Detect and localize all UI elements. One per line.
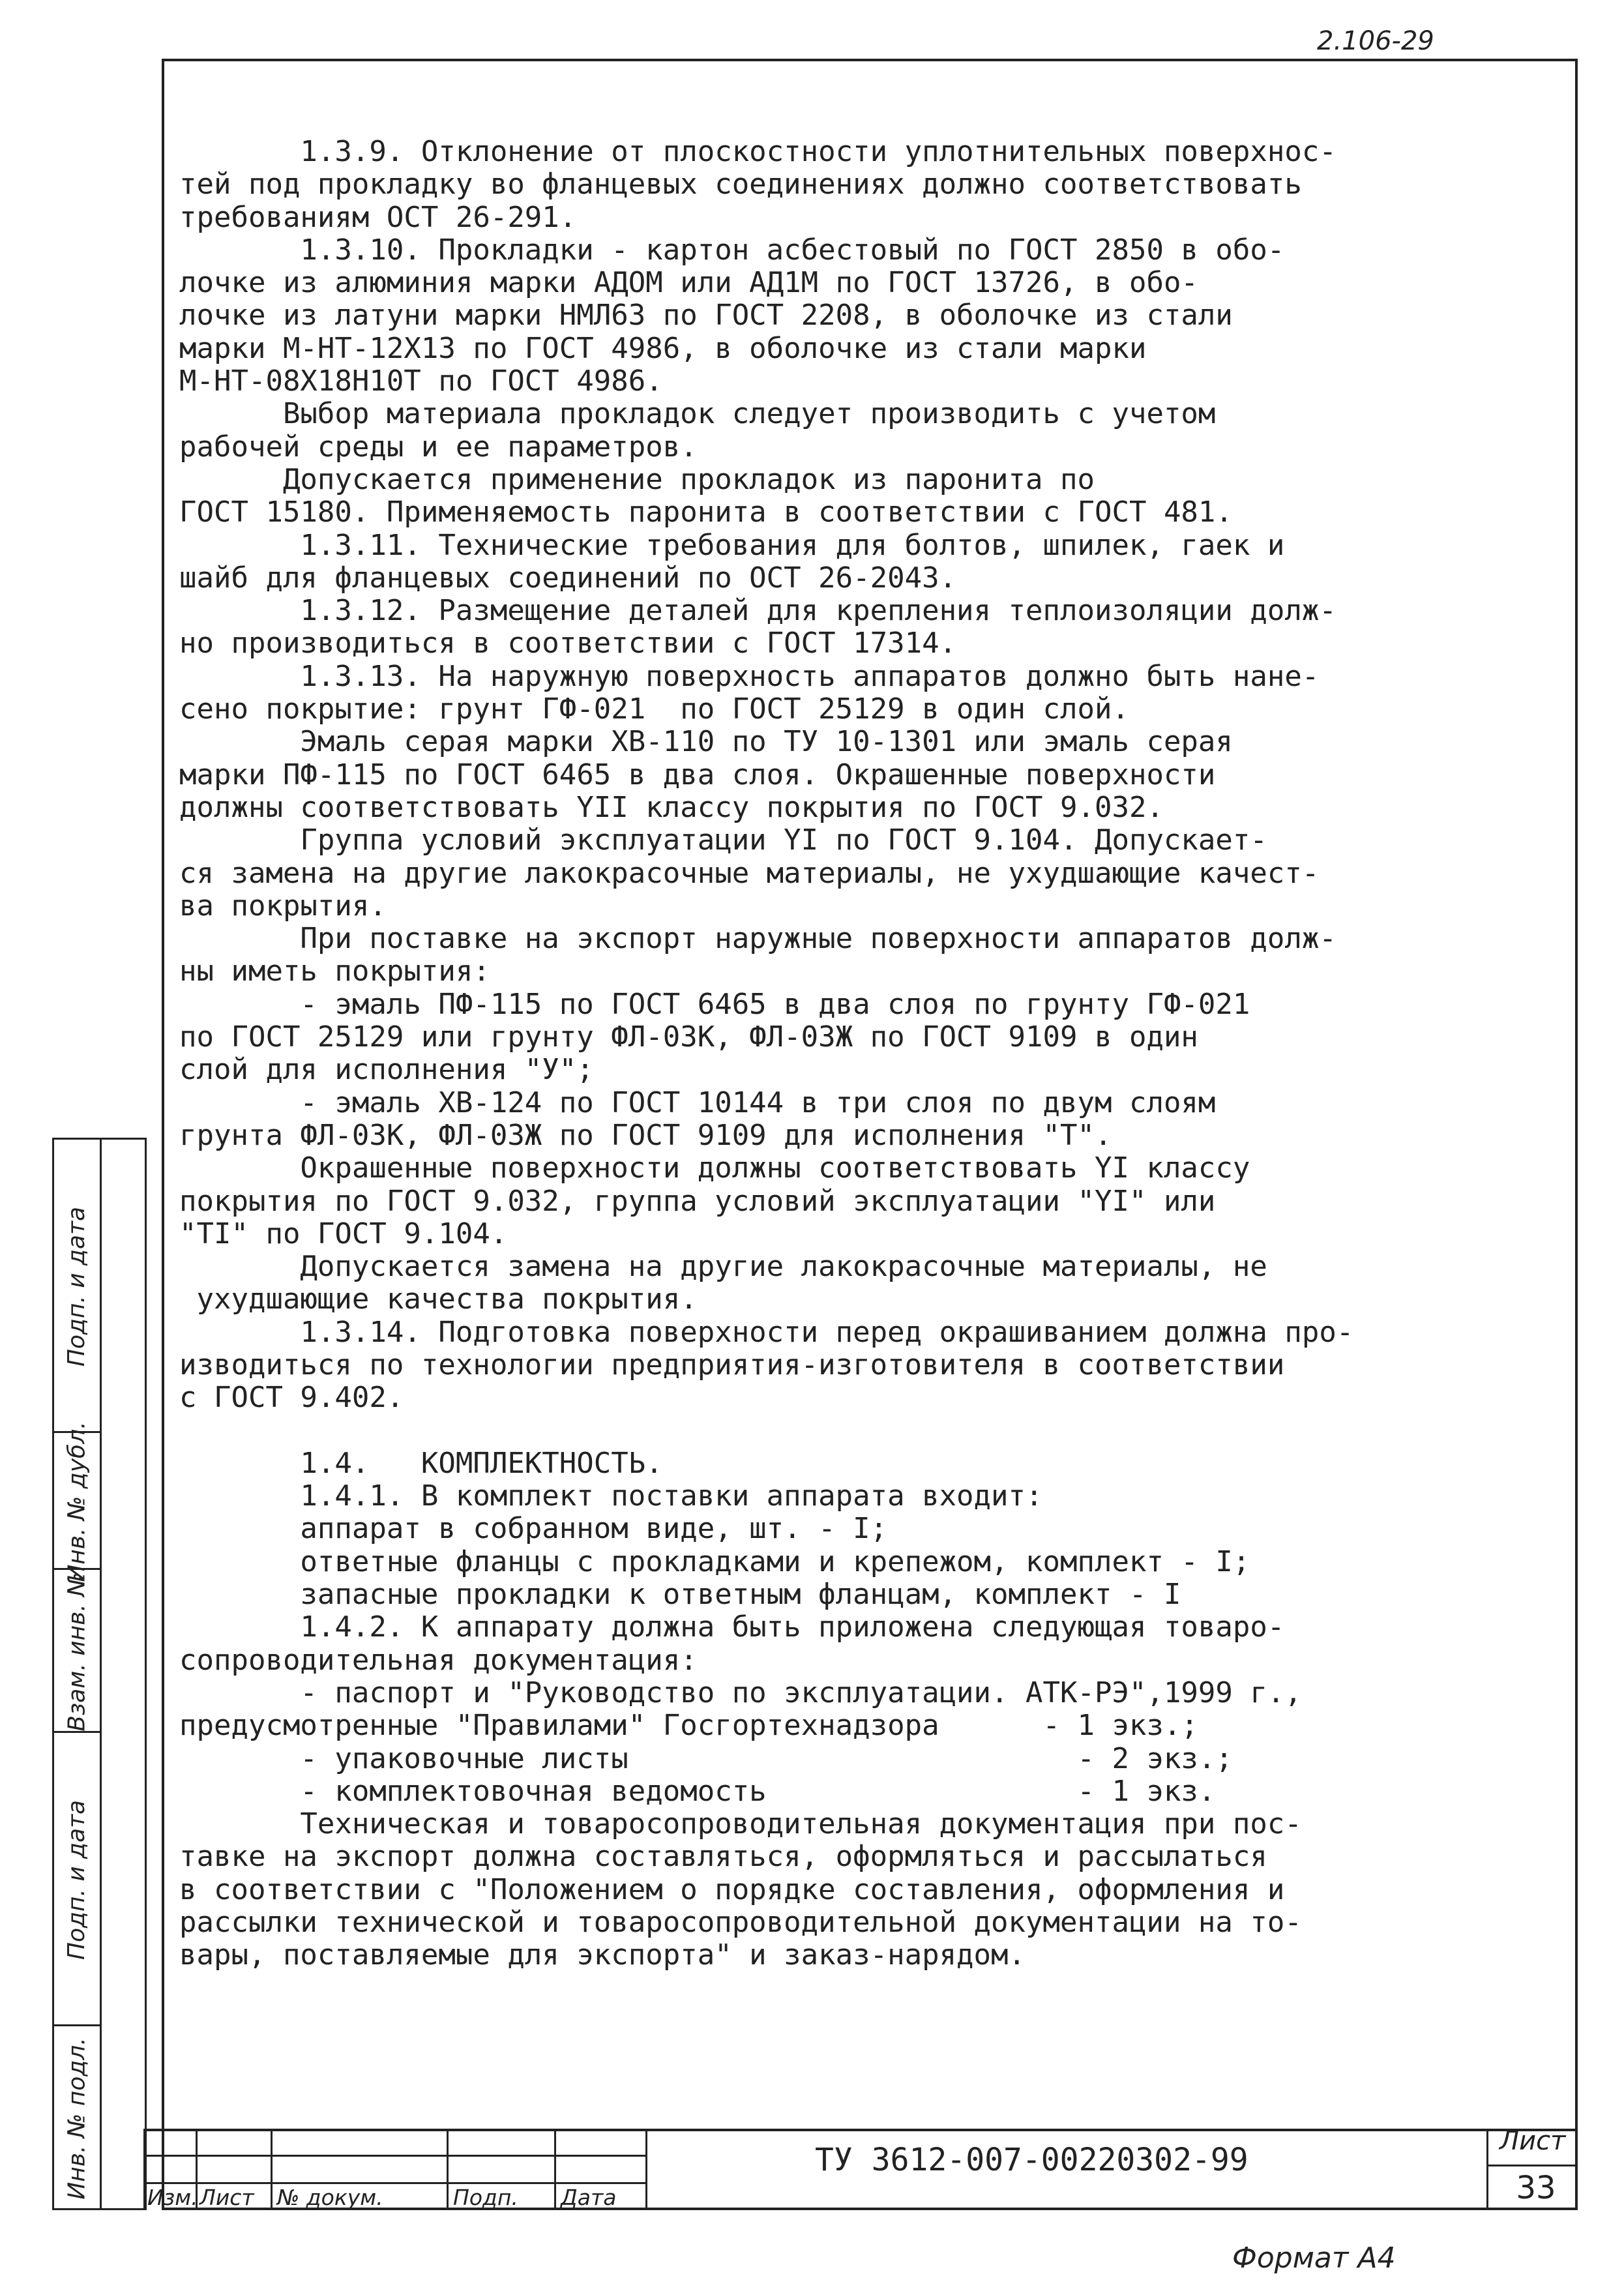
sheet-number: 33: [1516, 2170, 1556, 2206]
text-line: ответные фланцы с прокладками и крепежом, комплект - I;: [179, 1545, 1250, 1578]
text-line: Эмаль серая марки ХВ-110 по ТУ 10-1301 или эмаль серая: [179, 725, 1233, 759]
text-line: покрытия по ГОСТ 9.032, группа условий эксплуатации "YI" или: [179, 1184, 1216, 1218]
text-line: - эмаль ХВ-124 по ГОСТ 10144 в три слоя по двум слоям: [179, 1086, 1216, 1119]
text-line: тей под прокладку во фланцевых соединениях должно соответствовать: [179, 168, 1302, 201]
text-line: предусмотренные "Правилами" Госгортехнадзора - 1 экз.;: [179, 1709, 1198, 1743]
text-line: ва покрытия.: [179, 889, 387, 923]
text-line: лочке из латуни марки НМЛ63 по ГОСТ 2208, в оболочке из стали: [179, 299, 1233, 333]
text-line: аппарат в собранном виде, шт. - I;: [179, 1512, 888, 1546]
text-line: 1.4. КОМПЛЕКТНОСТЬ.: [179, 1446, 663, 1480]
text-line: 1.3.12. Размещение деталей для крепления теплоизоляции долж-: [179, 594, 1336, 628]
text-line: сено покрытие: грунт ГФ-021 по ГОСТ 25129 в один слой.: [179, 692, 1129, 726]
text-line: рассылки технической и товаросопроводительной документации на то-: [179, 1906, 1302, 1940]
text-line: - эмаль ПФ-115 по ГОСТ 6465 в два слоя по грунту ГФ-021: [179, 987, 1250, 1021]
text-line: в соответствии с "Положением о порядке составления, оформления и: [179, 1872, 1285, 1906]
text-line: 1.3.9. Отклонение от плоскостности уплотнительных поверхнос-: [179, 135, 1336, 168]
header-change: Изм.: [147, 2185, 198, 2210]
text-line: тавке на экспорт должна составляться, оформляться и рассылаться: [179, 1840, 1267, 1874]
header-sheet: Лист: [199, 2185, 254, 2210]
text-line: вары, поставляемые для экспорта" и заказ-нарядом.: [179, 1938, 1026, 1972]
text-line: сопроводительная документация:: [179, 1643, 698, 1677]
text-line: Окрашенные поверхности должны соответствовать YI классу: [179, 1151, 1250, 1185]
side-label-orig-inv: Инв. № подл.: [63, 2037, 91, 2200]
sheet-label: Лист: [1499, 2126, 1566, 2156]
header-doc-number: № докум.: [277, 2185, 383, 2210]
text-line: ся замена на другие лакокрасочные материалы, не ухудшающие качест-: [179, 856, 1320, 890]
side-label-sign-date-2: Подп. и дата: [63, 1799, 91, 1960]
side-label-sign-date-1: Подп. и дата: [63, 1206, 91, 1367]
header-signature: Подп.: [453, 2185, 518, 2210]
text-line: 1.3.14. Подготовка поверхности перед окрашиванием должна про-: [179, 1315, 1354, 1349]
side-stamp-divider: [100, 1140, 102, 2208]
text-line: Допускается замена на другие лакокрасочные материалы, не: [179, 1250, 1267, 1284]
title-block: [143, 2126, 1578, 2210]
text-line: Допускается применение прокладок из паронита по: [179, 462, 1095, 496]
text-line: ны иметь покрытия:: [179, 954, 490, 988]
side-label-repl-inv: Взам. инв. №: [63, 1571, 91, 1732]
text-line: ухудшающие качества покрытия.: [179, 1282, 698, 1316]
text-line: 1.4.1. В комплект поставки аппарата входит:: [179, 1479, 1043, 1513]
text-line: Группа условий эксплуатации YI по ГОСТ 9.104. Допускает-: [179, 823, 1267, 857]
text-line: но производиться в соответствии с ГОСТ 17314.: [179, 627, 957, 660]
text-line: с ГОСТ 9.402.: [179, 1381, 404, 1415]
text-line: запасные прокладки к ответным фланцам, комплект - I: [179, 1578, 1181, 1612]
text-line: рабочей среды и ее параметров.: [179, 430, 698, 464]
text-line: При поставке на экспорт наружные поверхности аппаратов долж-: [179, 922, 1336, 956]
text-line: Выбор материала прокладок следует производить с учетом: [179, 397, 1216, 431]
text-line: требованиям ОСТ 26-291.: [179, 200, 577, 234]
text-line: "TI" по ГОСТ 9.104.: [179, 1217, 508, 1250]
text-line: 1.3.11. Технические требования для болтов, шпилек, гаек и: [179, 528, 1285, 562]
side-stamp: [52, 1138, 147, 2210]
text-line: слой для исполнения "У";: [179, 1053, 594, 1087]
text-line: марки ПФ-115 по ГОСТ 6465 в два слоя. Окрашенные поверхности: [179, 758, 1216, 791]
document-body: [179, 136, 1568, 1972]
text-line: - комплектовочная ведомость - 1 экз.: [179, 1774, 1216, 1808]
side-label-dup-inv: Инв. № дубл.: [63, 1421, 91, 1582]
text-line: должны соответствовать YII классу покрытия по ГОСТ 9.032.: [179, 790, 1164, 824]
corner-code: 2.106-29: [1317, 26, 1434, 56]
text-line: - паспорт и "Руководство по эксплуатации. АТК-РЭ",1999 г.,: [179, 1676, 1302, 1709]
format-label: Формат А4: [1232, 2241, 1396, 2275]
text-line: ГОСТ 15180. Применяемость паронита в соответствии с ГОСТ 481.: [179, 495, 1233, 529]
text-line: лочке из алюминия марки АДОМ или АД1М по ГОСТ 13726, в обо-: [179, 266, 1198, 300]
document-code: ТУ 3612-007-00220302-99: [815, 2142, 1248, 2178]
text-line: марки М-НТ-12Х13 по ГОСТ 4986, в оболочке из стали марки: [179, 331, 1147, 365]
text-line: шайб для фланцевых соединений по ОСТ 26-2043.: [179, 561, 957, 595]
text-line: изводиться по технологии предприятия-изготовителя в соответствии: [179, 1348, 1285, 1382]
text-line: 1.3.13. На наружную поверхность аппаратов должно быть нане-: [179, 659, 1320, 693]
header-date: Дата: [561, 2185, 617, 2210]
text-line: Техническая и товаросопроводительная документация при пос-: [179, 1807, 1302, 1841]
text-line: 1.4.2. К аппарату должна быть приложена следующая товаро-: [179, 1610, 1285, 1644]
text-line: М-НТ-08Х18Н10Т по ГОСТ 4986.: [179, 364, 663, 398]
text-line: грунта ФЛ-03К, ФЛ-03Ж по ГОСТ 9109 для исполнения "Т".: [179, 1118, 1112, 1152]
text-line: по ГОСТ 25129 или грунту ФЛ-03К, ФЛ-03Ж по ГОСТ 9109 в один: [179, 1020, 1198, 1054]
text-line: - упаковочные листы - 2 экз.;: [179, 1741, 1233, 1775]
text-line: [179, 1415, 1568, 1447]
text-line: 1.3.10. Прокладки - картон асбестовый по ГОСТ 2850 в обо-: [179, 233, 1285, 267]
